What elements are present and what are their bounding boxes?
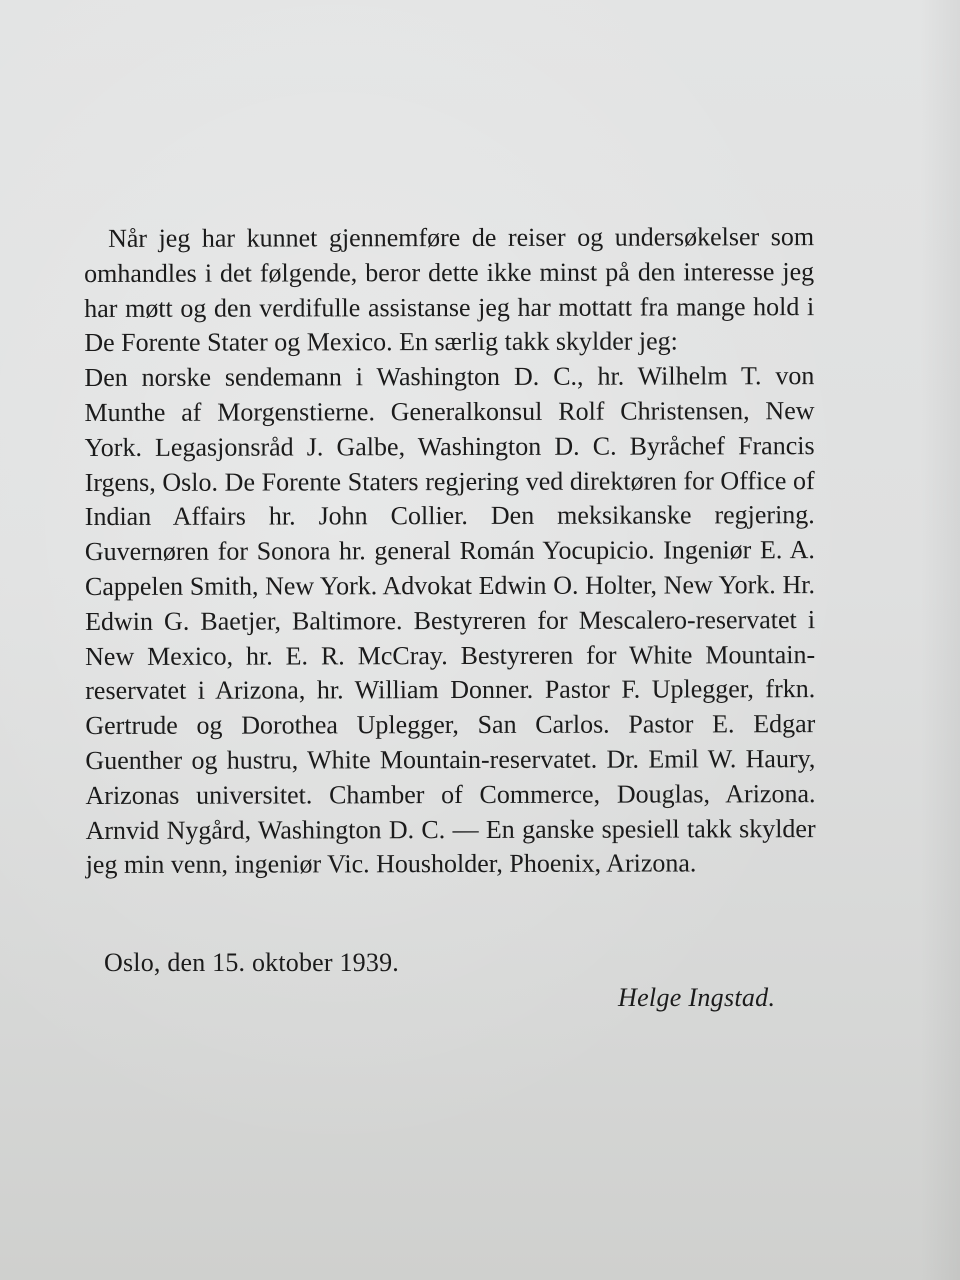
preface-acknowledgements-paragraph: Den norske sendemann i Washington D. C., hr. Wilhelm T. von Munthe af Morgenstierne. Generalkonsul Rolf Christensen, New York. Legasjonsråd J. Galbe, Washington D. C. Byråchef Francis Irgens, Oslo. De Forente Staters regjering ved direktøren for Office of Indian Affairs hr. John Collier. Den meksikanske regjering. Guvernøren for Sonora hr. general Román Yocupicio. Ingeniør E. A. Cappelen Smith, New York. Advokat Edwin O. Holter, New York. Hr. Edwin G. Baetjer, Baltimore. Bestyreren for Mescalero-reservatet i New Mexico, hr. E. R. McCray. Bestyreren for White Mountain-reservatet i Arizona, hr. William Donner. Pastor F. Uplegger, frkn. Gertrude og Dorothea Uplegger, San Carlos. Pastor E. Edgar Guenther og hustru, White Mountain-reservatet. Dr. Emil W. Haury, Arizonas universitet. Chamber of Commerce, Douglas, Arizona. Arnvid Nygård, Washington D. C. — En ganske spesiell takk skylder jeg min venn, ingeniør Vic. Housholder, Phoenix, Arizona.: [84, 361, 816, 880]
author-signature: Helge Ingstad.: [618, 983, 776, 1012]
preface-text: [84, 220, 816, 883]
preface-intro-paragraph: Når jeg har kunnet gjennemføre de reiser og undersøkelser som omhandles i det følgende, beror dette ikke minst på den interesse jeg har møtt og den verdifulle assistanse jeg har mottatt fra mange hold i De Forente Stater og Mexico. En særlig takk skylder jeg:: [84, 222, 815, 358]
dateline: Oslo, den 15. oktober 1939.: [104, 948, 399, 977]
page-edge-shadow: [920, 0, 960, 1280]
